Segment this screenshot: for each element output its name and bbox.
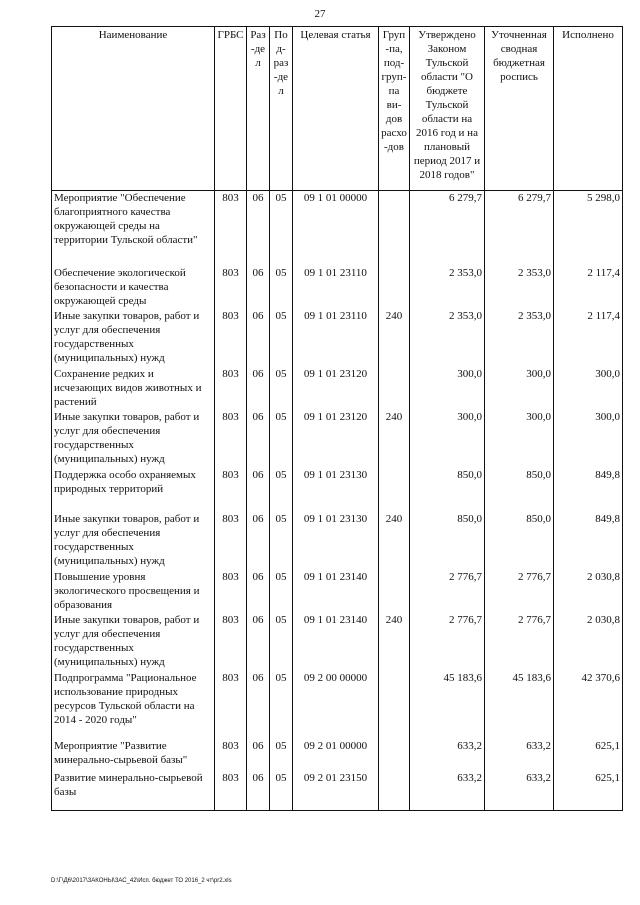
column-header-razdel: Раз-дел (247, 27, 270, 191)
cell-approved: 2 353,0 (410, 266, 485, 309)
cell-expense-type (379, 468, 410, 512)
cell-target: 09 2 01 00000 (293, 739, 379, 771)
cell-podrazdel: 05 (270, 410, 293, 468)
cell-refined: 45 183,6 (485, 671, 554, 739)
cell-approved: 2 353,0 (410, 309, 485, 367)
page-number: 27 (314, 8, 326, 20)
column-header-grbs: ГРБС (215, 27, 247, 191)
cell-approved: 850,0 (410, 468, 485, 512)
table-header-row (52, 27, 623, 191)
cell-grbs: 803 (215, 570, 247, 613)
table-row (52, 266, 623, 309)
cell-refined: 850,0 (485, 468, 554, 512)
cell-name: Иные закупки товаров, работ и услуг для обеспечения государственных (муниципальных) нужд (52, 410, 215, 468)
cell-name: Повышение уровня экологического просвещения и образования (52, 570, 215, 613)
cell-executed: 625,1 (554, 771, 623, 811)
cell-razdel: 06 (247, 266, 270, 309)
cell-razdel: 06 (247, 771, 270, 811)
cell-approved: 633,2 (410, 771, 485, 811)
column-header-approved: Утверждено Законом Тульской области "О бюджете Тульской области на 2016 год и на плановый период 2017 и 2018 годов" (410, 27, 485, 191)
cell-name: Обеспечение экологической безопасности и качества окружающей среды (52, 266, 215, 309)
cell-refined: 2 776,7 (485, 613, 554, 671)
cell-grbs: 803 (215, 739, 247, 771)
cell-approved: 300,0 (410, 367, 485, 410)
cell-expense-type: 240 (379, 309, 410, 367)
cell-podrazdel: 05 (270, 191, 293, 266)
cell-target: 09 1 01 23110 (293, 266, 379, 309)
cell-razdel: 06 (247, 671, 270, 739)
cell-refined: 300,0 (485, 410, 554, 468)
column-header-refined: Уточненная сводная бюджетная роспись (485, 27, 554, 191)
cell-approved: 6 279,7 (410, 191, 485, 266)
cell-name: Поддержка особо охраняемых природных территорий (52, 468, 215, 512)
cell-executed: 849,8 (554, 512, 623, 570)
cell-grbs: 803 (215, 613, 247, 671)
cell-executed: 2 117,4 (554, 266, 623, 309)
cell-name: Мероприятие "Развитие минерально-сырьевой базы" (52, 739, 215, 771)
cell-executed: 300,0 (554, 367, 623, 410)
cell-expense-type: 240 (379, 512, 410, 570)
cell-expense-type: 240 (379, 410, 410, 468)
cell-executed: 300,0 (554, 410, 623, 468)
cell-name: Мероприятие "Обеспечение благоприятного качества окружающей среды на территории Тульской области" (52, 191, 215, 266)
cell-expense-type (379, 191, 410, 266)
cell-expense-type (379, 771, 410, 811)
cell-target: 09 1 01 23130 (293, 468, 379, 512)
table-row (52, 512, 623, 570)
column-header-target: Целевая статья (293, 27, 379, 191)
cell-podrazdel: 05 (270, 512, 293, 570)
table-row (52, 191, 623, 266)
table-row (52, 739, 623, 771)
cell-executed: 2 030,8 (554, 613, 623, 671)
cell-grbs: 803 (215, 410, 247, 468)
column-header-podrazdel: Под-раз-дел (270, 27, 293, 191)
cell-approved: 2 776,7 (410, 613, 485, 671)
cell-refined: 2 353,0 (485, 266, 554, 309)
cell-razdel: 06 (247, 309, 270, 367)
cell-podrazdel: 05 (270, 367, 293, 410)
cell-approved: 850,0 (410, 512, 485, 570)
table-row (52, 468, 623, 512)
cell-target: 09 2 00 00000 (293, 671, 379, 739)
cell-name: Развитие минерально-сырьевой базы (52, 771, 215, 811)
table-row (52, 771, 623, 811)
table-row (52, 309, 623, 367)
column-header-executed: Исполнено (554, 27, 623, 191)
cell-podrazdel: 05 (270, 309, 293, 367)
cell-grbs: 803 (215, 367, 247, 410)
cell-expense-type (379, 739, 410, 771)
cell-expense-type (379, 266, 410, 309)
cell-approved: 633,2 (410, 739, 485, 771)
cell-name: Иные закупки товаров, работ и услуг для обеспечения государственных (муниципальных) нужд (52, 512, 215, 570)
cell-razdel: 06 (247, 191, 270, 266)
cell-podrazdel: 05 (270, 613, 293, 671)
cell-approved: 2 776,7 (410, 570, 485, 613)
cell-target: 09 1 01 23140 (293, 570, 379, 613)
cell-target: 09 1 01 23140 (293, 613, 379, 671)
cell-refined: 850,0 (485, 512, 554, 570)
cell-podrazdel: 05 (270, 671, 293, 739)
cell-razdel: 06 (247, 739, 270, 771)
table-row (52, 367, 623, 410)
cell-name: Подпрограмма "Рациональное использование природных ресурсов Тульской области на 2014 - 2020 годы" (52, 671, 215, 739)
cell-razdel: 06 (247, 613, 270, 671)
cell-executed: 2 030,8 (554, 570, 623, 613)
cell-expense-type (379, 671, 410, 739)
cell-refined: 300,0 (485, 367, 554, 410)
column-header-expense-type: Груп-па, под-груп-па ви-дов расхо-дов (379, 27, 410, 191)
table-body (52, 191, 623, 811)
cell-podrazdel: 05 (270, 771, 293, 811)
cell-executed: 5 298,0 (554, 191, 623, 266)
cell-grbs: 803 (215, 512, 247, 570)
cell-name: Иные закупки товаров, работ и услуг для обеспечения государственных (муниципальных) нужд (52, 613, 215, 671)
cell-podrazdel: 05 (270, 266, 293, 309)
cell-target: 09 2 01 23150 (293, 771, 379, 811)
table-row (52, 410, 623, 468)
cell-executed: 42 370,6 (554, 671, 623, 739)
cell-refined: 633,2 (485, 771, 554, 811)
cell-refined: 2 353,0 (485, 309, 554, 367)
cell-executed: 849,8 (554, 468, 623, 512)
column-header-name: Наименование (52, 27, 215, 191)
cell-name: Иные закупки товаров, работ и услуг для обеспечения государственных (муниципальных) нужд (52, 309, 215, 367)
cell-expense-type (379, 570, 410, 613)
cell-refined: 2 776,7 (485, 570, 554, 613)
cell-target: 09 1 01 23130 (293, 512, 379, 570)
cell-expense-type (379, 367, 410, 410)
cell-expense-type: 240 (379, 613, 410, 671)
cell-target: 09 1 01 23120 (293, 367, 379, 410)
cell-razdel: 06 (247, 367, 270, 410)
cell-grbs: 803 (215, 266, 247, 309)
cell-refined: 633,2 (485, 739, 554, 771)
cell-name: Сохранение редких и исчезающих видов животных и растений (52, 367, 215, 410)
cell-grbs: 803 (215, 468, 247, 512)
budget-execution-table (51, 26, 623, 811)
cell-podrazdel: 05 (270, 570, 293, 613)
cell-podrazdel: 05 (270, 739, 293, 771)
cell-approved: 45 183,6 (410, 671, 485, 739)
cell-podrazdel: 05 (270, 468, 293, 512)
cell-target: 09 1 01 00000 (293, 191, 379, 266)
cell-target: 09 1 01 23120 (293, 410, 379, 468)
cell-razdel: 06 (247, 570, 270, 613)
cell-grbs: 803 (215, 191, 247, 266)
cell-grbs: 803 (215, 671, 247, 739)
cell-executed: 625,1 (554, 739, 623, 771)
table-row (52, 570, 623, 613)
table-row (52, 613, 623, 671)
cell-grbs: 803 (215, 771, 247, 811)
cell-razdel: 06 (247, 468, 270, 512)
table-row (52, 671, 623, 739)
cell-executed: 2 117,4 (554, 309, 623, 367)
file-path-footer: D:\Г\Д6\2017\ЗАКОНЫ\ЗАС_42\Исп. бюджет ТО 2016_2 чт\pr2.xls (51, 878, 232, 884)
cell-razdel: 06 (247, 512, 270, 570)
cell-target: 09 1 01 23110 (293, 309, 379, 367)
cell-razdel: 06 (247, 410, 270, 468)
cell-approved: 300,0 (410, 410, 485, 468)
cell-grbs: 803 (215, 309, 247, 367)
cell-refined: 6 279,7 (485, 191, 554, 266)
